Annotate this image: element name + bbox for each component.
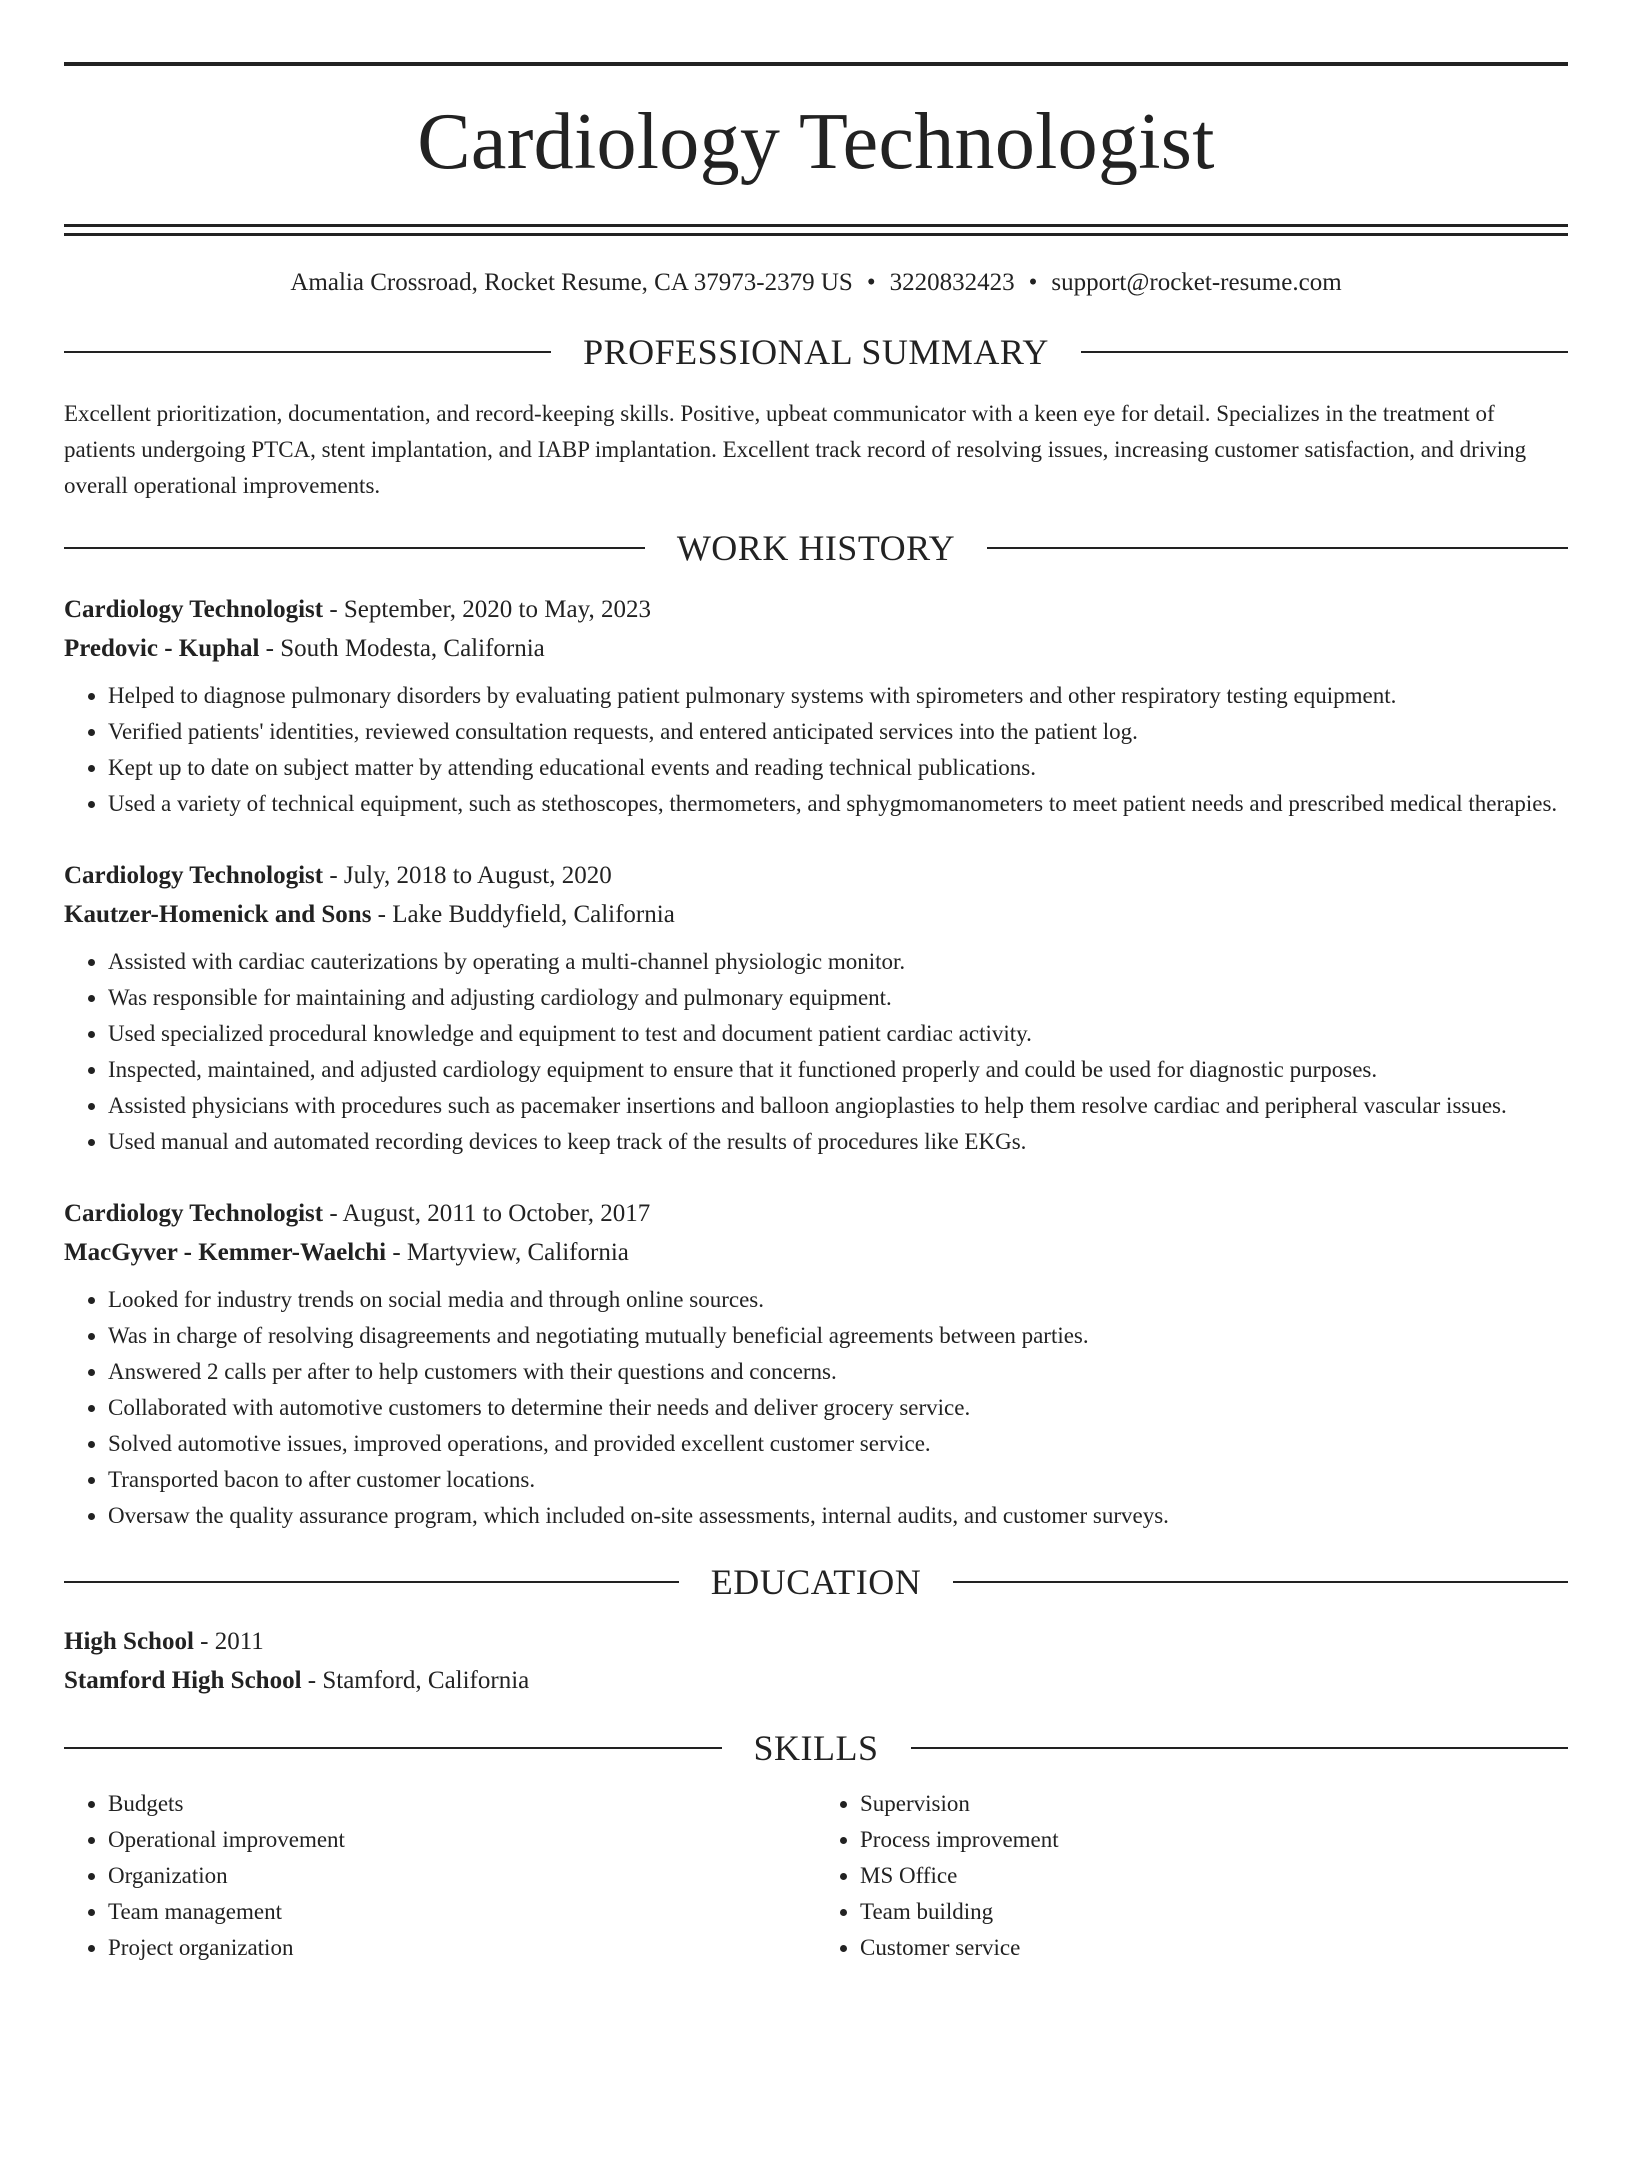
education-entry	[64, 1622, 1568, 1700]
education-section-heading	[64, 1560, 1568, 1604]
job-title: Cardiology Technologist	[64, 596, 324, 623]
job-bullet: • Collaborated with automotive customers to determine their needs and deliver grocery service.	[108, 1390, 1568, 1426]
work-heading: WORK HISTORY	[676, 528, 956, 568]
job-company-line	[64, 629, 1568, 668]
job-bullet: • Looked for industry trends on social media and through online sources.	[108, 1282, 1568, 1318]
skills-right-list	[816, 1786, 1568, 1966]
education-degree-line	[64, 1622, 1568, 1661]
job-location: - South Modesta, California	[259, 635, 545, 662]
job-bullet: • Solved automotive issues, improved operations, and provided excellent customer service.	[108, 1426, 1568, 1462]
work-history-list	[64, 590, 1568, 1534]
job-dates: - August, 2011 to October, 2017	[323, 1200, 651, 1227]
heading-rule-right	[1081, 351, 1568, 353]
job-company: MacGyver - Kemmer-Waelchi	[64, 1239, 387, 1266]
contact-separator: •	[1028, 269, 1038, 296]
job-company: Predovic - Kuphal	[64, 635, 260, 662]
contact-address: Amalia Crossroad, Rocket Resume, CA 37973-2379 US	[290, 269, 853, 296]
skills-columns	[64, 1786, 1568, 1966]
job-company: Kautzer-Homenick and Sons	[64, 901, 372, 928]
skill-item: • Customer service	[860, 1930, 1568, 1966]
contact-line	[64, 266, 1568, 300]
contact-email: support@rocket-resume.com	[1051, 269, 1342, 296]
job-company-line	[64, 1233, 1568, 1272]
job-bullet: • Was responsible for maintaining and adjusting cardiology and pulmonary equipment.	[108, 980, 1568, 1016]
job-title: Cardiology Technologist	[64, 862, 324, 889]
skill-item: • Team building	[860, 1894, 1568, 1930]
summary-section-heading	[64, 330, 1568, 374]
job-bullet: • Verified patients' identities, reviewed consultation requests, and entered anticipated services into the patient log.	[108, 714, 1568, 750]
top-rule	[64, 62, 1568, 66]
job-company-line	[64, 895, 1568, 934]
heading-rule-right	[987, 547, 1568, 549]
job-bullet: • Assisted with cardiac cauterizations by operating a multi-channel physiologic monitor.	[108, 944, 1568, 980]
heading-rule-left	[64, 547, 645, 549]
skills-section-heading	[64, 1726, 1568, 1770]
education-school: Stamford High School	[64, 1667, 302, 1694]
skill-item: • Budgets	[108, 1786, 816, 1822]
job-bullet: • Used manual and automated recording devices to keep track of the results of procedures like EKGs.	[108, 1124, 1568, 1160]
heading-rule-left	[64, 1581, 679, 1583]
title-double-rule	[64, 224, 1568, 236]
job-title-line	[64, 856, 1568, 895]
skill-item: • Supervision	[860, 1786, 1568, 1822]
job-bullet: • Kept up to date on subject matter by attending educational events and reading technical publications.	[108, 750, 1568, 786]
heading-rule-left	[64, 351, 551, 353]
skills-heading: SKILLS	[753, 1728, 879, 1768]
job-title-line	[64, 590, 1568, 629]
job-bullet: • Used a variety of technical equipment, such as stethoscopes, thermometers, and sphygmomanometers to meet patient needs and prescribed medical therapies.	[108, 786, 1568, 822]
job-bullet: • Answered 2 calls per after to help customers with their questions and concerns.	[108, 1354, 1568, 1390]
job-bullets	[64, 944, 1568, 1160]
work-section-heading	[64, 526, 1568, 570]
job-bullets	[64, 678, 1568, 822]
skill-item: • Project organization	[108, 1930, 816, 1966]
job-entry	[64, 590, 1568, 822]
job-dates: - July, 2018 to August, 2020	[323, 862, 612, 889]
resume-page	[0, 62, 1632, 2174]
education-school-line	[64, 1661, 1568, 1700]
job-entry	[64, 856, 1568, 1160]
job-title-line	[64, 1194, 1568, 1233]
job-dates: - September, 2020 to May, 2023	[323, 596, 651, 623]
job-bullet: • Was in charge of resolving disagreements and negotiating mutually beneficial agreements between parties.	[108, 1318, 1568, 1354]
education-location: - Stamford, California	[301, 1667, 530, 1694]
education-year: - 2011	[193, 1628, 264, 1655]
summary-text: Excellent prioritization, documentation, and record-keeping skills. Positive, upbeat communicator with a keen eye for detail. Specializes in the treatment of patients undergoing PTCA, stent implantation, and IABP implantation. Excellent track record of resolving issues, increasing customer satisfaction, and driving overall operational improvements.	[64, 401, 1527, 498]
skill-item: • Team management	[108, 1894, 816, 1930]
job-bullet: • Inspected, maintained, and adjusted cardiology equipment to ensure that it functioned properly and could be used for diagnostic purposes.	[108, 1052, 1568, 1088]
skills-left-list	[64, 1786, 816, 1966]
heading-rule-left	[64, 1747, 722, 1749]
job-bullet: • Used specialized procedural knowledge and equipment to test and document patient cardiac activity.	[108, 1016, 1568, 1052]
job-title: Cardiology Technologist	[64, 1200, 324, 1227]
job-bullet: • Assisted physicians with procedures such as pacemaker insertions and balloon angioplasties to help them resolve cardiac and peripheral vascular issues.	[108, 1088, 1568, 1124]
job-bullet: • Transported bacon to after customer locations.	[108, 1462, 1568, 1498]
job-location: - Lake Buddyfield, California	[371, 901, 675, 928]
heading-rule-right	[953, 1581, 1568, 1583]
job-entry	[64, 1194, 1568, 1534]
education-degree: High School	[64, 1628, 194, 1655]
skill-item: • Operational improvement	[108, 1822, 816, 1858]
job-bullet: • Helped to diagnose pulmonary disorders by evaluating patient pulmonary systems with spirometers and other respiratory testing equipment.	[108, 678, 1568, 714]
resume-title: Cardiology Technologist	[417, 98, 1215, 186]
heading-rule-right	[911, 1747, 1569, 1749]
contact-phone: 3220832423	[889, 269, 1015, 296]
skill-item: • Process improvement	[860, 1822, 1568, 1858]
skill-item: • MS Office	[860, 1858, 1568, 1894]
contact-separator: •	[866, 269, 876, 296]
summary-heading: PROFESSIONAL SUMMARY	[583, 332, 1049, 372]
skill-item: • Organization	[108, 1858, 816, 1894]
job-location: - Martyview, California	[386, 1239, 629, 1266]
education-heading: EDUCATION	[710, 1562, 922, 1602]
job-bullets	[64, 1282, 1568, 1534]
job-bullet: • Oversaw the quality assurance program, which included on-site assessments, internal audits, and customer surveys.	[108, 1498, 1568, 1534]
